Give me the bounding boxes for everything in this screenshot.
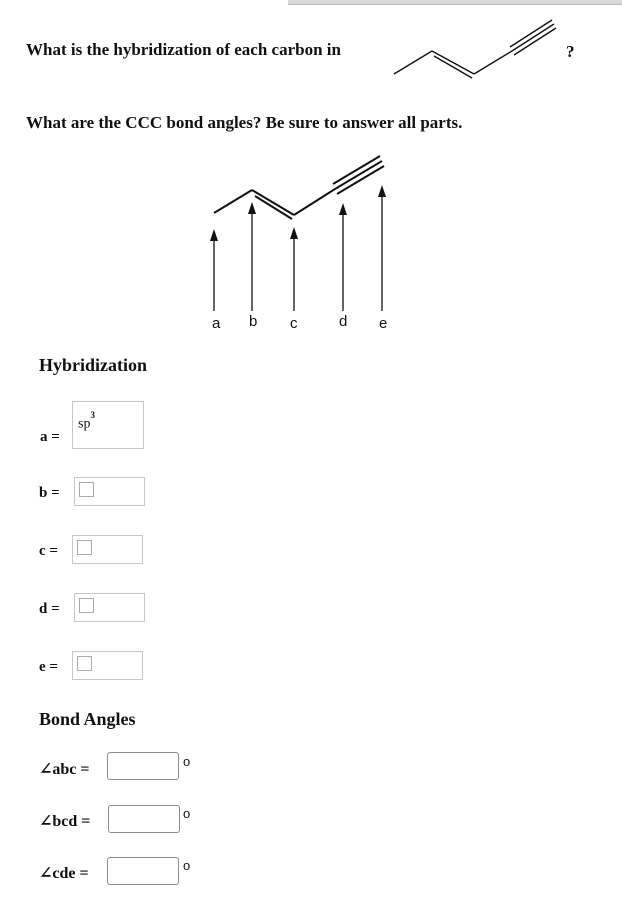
arrow-head-b [248, 202, 256, 214]
bond-angle-input-bcd[interactable] [108, 805, 180, 833]
bond-angle-label-abc: ∠abc = [39, 761, 90, 778]
empty-answer-placeholder-icon [77, 540, 92, 555]
diagram-label-a: a [212, 315, 221, 332]
bond-angle-input-abc[interactable] [107, 752, 179, 780]
question-bond-angles-text: What are the CCC bond angles? Be sure to answer all parts. [26, 113, 463, 132]
question-mark-text: ? [566, 42, 575, 61]
diagram-label-d: d [339, 313, 348, 330]
hybridization-title: Hybridization [39, 355, 148, 375]
diagram-label-e: e [379, 315, 388, 332]
hybridization-label-d: d = [39, 601, 60, 617]
hybridization-answer-a[interactable] [72, 401, 144, 449]
labeled-structure-diagram [200, 155, 410, 335]
diagram-label-c: c [290, 315, 298, 332]
bond-angle-label-cde: ∠cde = [39, 865, 89, 882]
bond-angles-title: Bond Angles [39, 709, 136, 729]
hybridization-answer-c[interactable] [72, 535, 143, 564]
arrow-head-c [290, 227, 298, 239]
arrow-head-d [339, 203, 347, 215]
top-toolbar-edge [288, 0, 622, 5]
question-mark [566, 42, 575, 62]
hybridization-answer-d[interactable] [74, 593, 145, 622]
hybridization-answer-e[interactable] [72, 651, 143, 680]
empty-answer-placeholder-icon [79, 482, 94, 497]
molecule-structure-inline [388, 18, 568, 80]
hybridization-value-a-base: sp [78, 416, 91, 432]
hybridization-label-a: a = [40, 429, 60, 445]
question-bond-angles [26, 113, 462, 133]
question-hybridization-text: What is the hybridization of each carbon in [26, 40, 341, 59]
hybridization-value-a-superscript: 3 [90, 410, 95, 420]
degree-symbol-bcd: o [183, 806, 191, 821]
degree-symbol-abc: o [183, 754, 191, 769]
degree-symbol-cde: o [183, 858, 191, 873]
bond-angle-input-cde[interactable] [107, 857, 179, 885]
empty-answer-placeholder-icon [79, 598, 94, 613]
hybridization-label-e: e = [39, 659, 58, 675]
hybridization-answer-b[interactable] [74, 477, 145, 506]
hybridization-label-c: c = [39, 543, 58, 559]
arrow-head-e [378, 185, 386, 197]
empty-answer-placeholder-icon [77, 656, 92, 671]
question-hybridization [26, 40, 341, 60]
bond-angle-label-bcd: ∠bcd = [39, 813, 91, 830]
hybridization-label-b: b = [39, 485, 60, 501]
arrow-head-a [210, 229, 218, 241]
hybridization-value-a [78, 410, 95, 433]
diagram-label-b: b [249, 313, 258, 330]
